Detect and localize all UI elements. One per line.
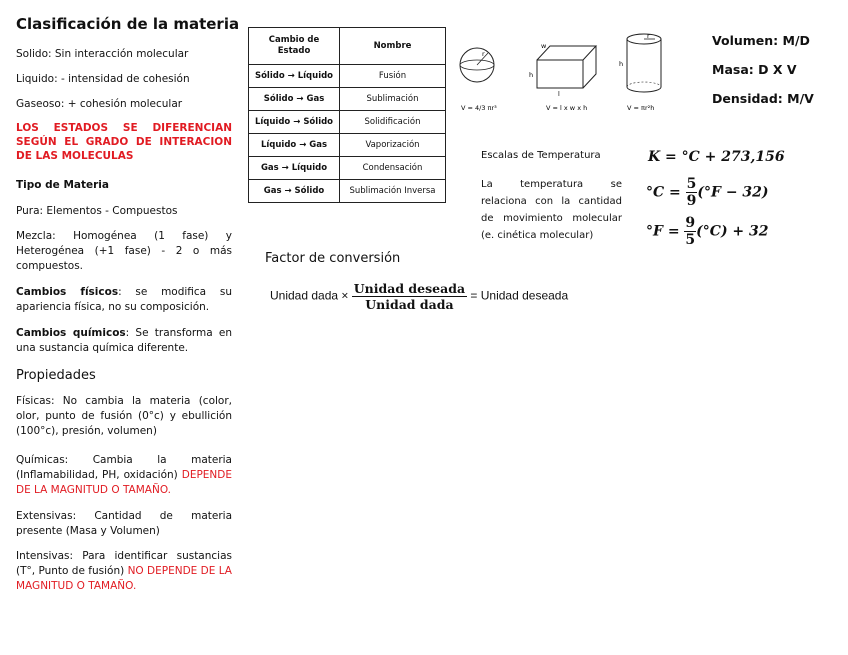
prism-icon [529, 42, 596, 98]
header-nombre: Nombre [340, 28, 446, 65]
cell-cambio: Sólido → Líquido [249, 65, 340, 88]
sphere-icon [460, 48, 494, 82]
cell-cambio: Gas → Sólido [249, 180, 340, 203]
prism-h-label: h [529, 71, 534, 79]
cambios-fisicos-label: Cambios físicos [16, 286, 119, 298]
celsius-fraction [686, 176, 698, 209]
cylinder-icon [619, 32, 661, 92]
cell-nombre: Condensación [340, 157, 446, 180]
cambios-fisicos [16, 285, 232, 315]
table-row [249, 180, 446, 203]
table-row [249, 88, 446, 111]
cell-cambio: Sólido → Gas [249, 88, 340, 111]
cell-cambio: Líquido → Gas [249, 134, 340, 157]
celsius-formula [646, 176, 769, 209]
page-title: Clasificación de la materia [16, 15, 240, 33]
extensivas-text: Extensivas: Cantidad de materia presente (Masa y Volumen) [16, 510, 232, 537]
volume-shapes-figure [455, 30, 670, 115]
sphere-formula: V = 4/3 πr³ [461, 104, 497, 112]
prism-l-label: l [558, 90, 560, 98]
sphere-r-label: r [482, 50, 485, 58]
intensivas-body: Intensivas: Para identificar sustancias (T°, Punto de fusión) [16, 550, 232, 577]
gaseoso-text: Gaseoso: + cohesión molecular [16, 98, 183, 110]
cell-nombre: Fusión [340, 65, 446, 88]
table-row [249, 111, 446, 134]
cambios-quimicos [16, 326, 232, 356]
table-row [249, 65, 446, 88]
cambios-fisicos-text: : se modifica su apariencia física, no su composición. [16, 286, 232, 313]
solido-text: Solido: Sin interacción molecular [16, 48, 189, 60]
fahrenheit-prefix: °F = [646, 223, 680, 240]
cambios-quimicos-text: : Se transforma en una sustancia química diferente. [16, 327, 232, 354]
quimicas-body: Químicas: Cambia la materia (Inflamabilidad, PH, oxidación) [16, 454, 232, 481]
conversion-formula [270, 281, 568, 312]
quimicas-red: DEPENDE DE LA MAGNITUD O TAMAÑO. [16, 469, 232, 496]
cell-nombre: Vaporización [340, 134, 446, 157]
celsius-suffix: (°F − 32) [697, 184, 769, 201]
header-cambio: Cambio de Estado [249, 28, 340, 65]
cell-cambio: Gas → Líquido [249, 157, 340, 180]
cell-cambio: Líquido → Sólido [249, 111, 340, 134]
prism-formula: V = l x w x h [546, 104, 588, 112]
conversion-left: Unidad dada × [270, 288, 349, 303]
liquido-text: Liquido: - intensidad de cohesión [16, 73, 190, 85]
fahrenheit-suffix: (°C) + 32 [696, 223, 769, 240]
table-row [249, 157, 446, 180]
temperature-text: La temperatura se relaciona con la cantidad de movimiento molecular (e. cinética molecular) [481, 179, 622, 241]
tipo-materia-title: Tipo de Materia [16, 179, 109, 191]
celsius-den: 9 [686, 193, 697, 209]
mezcla-text: Mezcla: Homogénea (1 fase) y Heterogénea (+1 fase) - 2 o más compuestos. [16, 230, 232, 272]
cylinder-r-label: r [647, 32, 650, 40]
fahrenheit-fraction [684, 215, 696, 248]
conversion-den: Unidad dada [365, 297, 454, 312]
cambios-quimicos-label: Cambios químicos [16, 327, 126, 339]
conversion-right: = Unidad deseada [470, 288, 569, 303]
masa-formula: Masa: D X V [712, 62, 797, 77]
temperature-title: Escalas de Temperatura [481, 150, 601, 161]
kelvin-formula: K = °C + 273,156 [648, 149, 785, 165]
cell-nombre: Sublimación [340, 88, 446, 111]
fahrenheit-den: 5 [685, 232, 696, 248]
cylinder-h-label: h [619, 60, 624, 68]
intensivas-text [16, 549, 232, 594]
volumen-formula: Volumen: M/D [712, 33, 810, 48]
celsius-num: 5 [686, 176, 697, 192]
fisicas-text: Físicas: No cambia la materia (color, olor, punto de fusión (0°c) y ebullición (100°c), presión, volumen) [16, 395, 232, 437]
states-warning: LOS ESTADOS SE DIFERENCIAN SEGÚN EL GRADO DE INTERACION DE LAS MOLECULAS [16, 122, 232, 162]
table-header-row [249, 28, 446, 65]
cylinder-formula: V = πr²h [627, 104, 655, 112]
intensivas-red: NO DEPENDE DE LA MAGNITUD O TAMAÑO. [16, 565, 232, 592]
conversion-fraction [352, 281, 467, 312]
fahrenheit-num: 9 [685, 215, 696, 231]
densidad-formula: Densidad: M/V [712, 91, 814, 106]
fahrenheit-formula [646, 215, 769, 248]
celsius-prefix: °C = [646, 184, 681, 201]
conversion-num: Unidad deseada [353, 281, 466, 296]
table-row [249, 134, 446, 157]
state-change-table [248, 27, 446, 203]
pura-text: Pura: Elementos - Compuestos [16, 205, 178, 217]
conversion-title: Factor de conversión [265, 251, 401, 266]
cell-nombre: Sublimación Inversa [340, 180, 446, 203]
cell-nombre: Solidificación [340, 111, 446, 134]
propiedades-title: Propiedades [16, 368, 96, 383]
quimicas-text [16, 453, 232, 498]
prism-w-label: w [541, 42, 547, 50]
